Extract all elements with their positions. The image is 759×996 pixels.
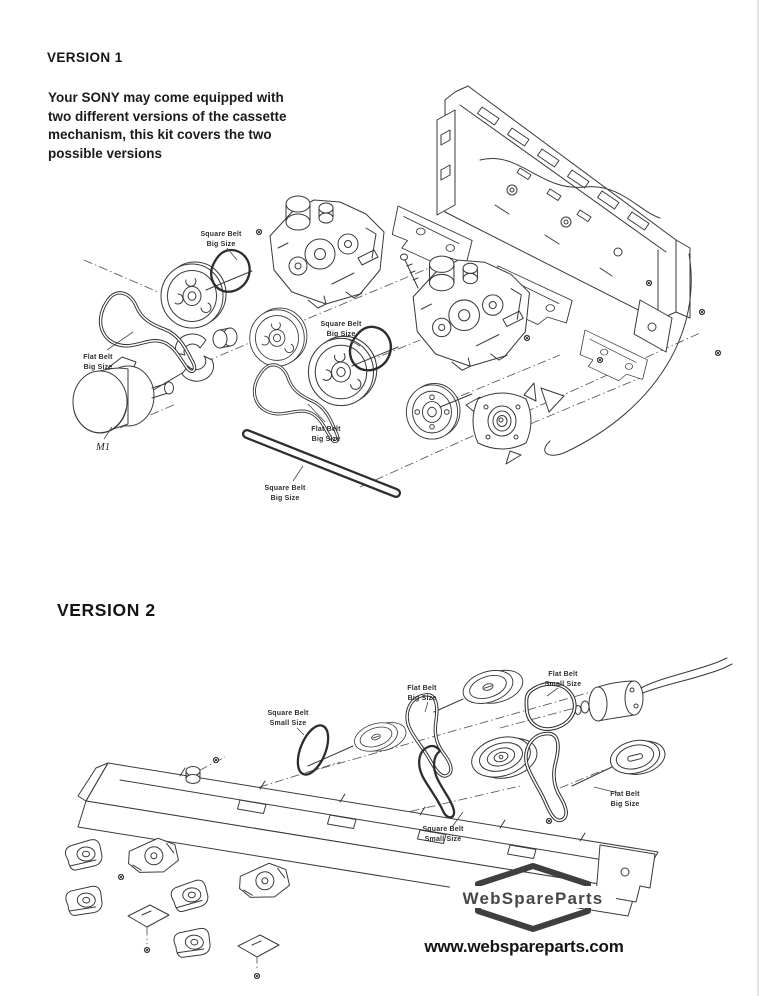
head-assembly-1 <box>270 196 384 308</box>
svg-text:Flat Belt: Flat Belt <box>548 671 578 678</box>
svg-text:Square Belt: Square Belt <box>422 826 464 833</box>
intro-line: possible versions <box>48 145 163 161</box>
mount-bracket <box>580 330 647 381</box>
version2-diagram <box>65 658 732 979</box>
svg-text:Big Size: Big Size <box>270 495 300 502</box>
svg-text:Square Belt: Square Belt <box>264 485 306 492</box>
pinch-roller <box>170 880 208 912</box>
intro-line: mechanism, this kit covers the two <box>48 127 272 142</box>
belt-label <box>610 791 640 808</box>
svg-text:Big Size: Big Size <box>83 364 113 371</box>
screw-icon <box>213 757 218 762</box>
flywheel <box>161 262 226 328</box>
corner-plate <box>541 388 564 412</box>
svg-text:Big Size: Big Size <box>311 436 341 443</box>
svg-text:Small Size: Small Size <box>544 681 582 688</box>
brand-name: WebSpareParts <box>462 889 604 908</box>
pinch-roller <box>65 840 102 870</box>
screw-icon <box>597 357 602 362</box>
roller-drum <box>459 662 527 712</box>
pad-sheet <box>238 935 279 957</box>
pad-sheet <box>128 905 169 927</box>
svg-text:Big Size: Big Size <box>326 331 356 338</box>
motor-m1-label: M1 <box>96 442 110 453</box>
bushing-and-screw <box>186 767 200 784</box>
belt-label <box>264 485 306 502</box>
svg-text:Flat Belt: Flat Belt <box>407 685 437 692</box>
belt-label <box>267 710 309 727</box>
svg-text:Small Size: Small Size <box>424 836 462 843</box>
screw-icon <box>254 973 259 978</box>
screw-icon <box>524 335 529 340</box>
svg-text:Square Belt: Square Belt <box>200 231 242 238</box>
bolt <box>401 254 419 288</box>
pulley <box>406 384 460 440</box>
intro-line: Your SONY may come equipped with <box>48 90 284 105</box>
clutch-assembly <box>237 861 290 900</box>
belt-label <box>407 685 437 702</box>
screw-icon <box>144 947 149 952</box>
screw-icon <box>546 818 551 823</box>
screw-icon <box>646 280 651 285</box>
svg-text:Big Size: Big Size <box>610 801 640 808</box>
square-belt-small <box>419 746 454 817</box>
svg-text:Small Size: Small Size <box>269 720 307 727</box>
screw-icon <box>118 874 123 879</box>
flywheel <box>250 308 307 366</box>
flat-belt-big <box>520 731 575 821</box>
pinch-roller <box>172 926 211 960</box>
belt-label <box>83 354 113 371</box>
disc-pulley <box>607 734 669 780</box>
version2-heading: VERSION 2 <box>57 600 156 620</box>
coupling-halves <box>175 328 237 381</box>
flat-belt-small <box>526 684 574 729</box>
svg-text:Big Size: Big Size <box>206 241 236 248</box>
screw-icon <box>715 350 720 355</box>
pinch-roller <box>65 884 104 917</box>
svg-text:Square Belt: Square Belt <box>320 321 362 328</box>
square-belt-small <box>292 721 335 779</box>
shafts <box>308 699 612 786</box>
belt-label <box>200 231 242 248</box>
screw-icon <box>699 309 704 314</box>
svg-text:Flat Belt: Flat Belt <box>610 791 640 798</box>
motor <box>575 658 732 721</box>
svg-text:Big Size: Big Size <box>407 695 437 702</box>
version1-diagram <box>73 86 721 502</box>
belt-label <box>545 671 582 688</box>
svg-text:Flat Belt: Flat Belt <box>311 426 341 433</box>
website-url: www.webspareparts.com <box>424 937 624 956</box>
svg-text:Square Belt: Square Belt <box>267 710 309 717</box>
svg-text:Flat Belt: Flat Belt <box>83 354 113 361</box>
screw-icon <box>256 229 261 234</box>
version1-heading: VERSION 1 <box>47 50 123 65</box>
motor-mount-flange <box>466 383 536 464</box>
intro-line: two different versions of the cassette <box>48 108 287 124</box>
